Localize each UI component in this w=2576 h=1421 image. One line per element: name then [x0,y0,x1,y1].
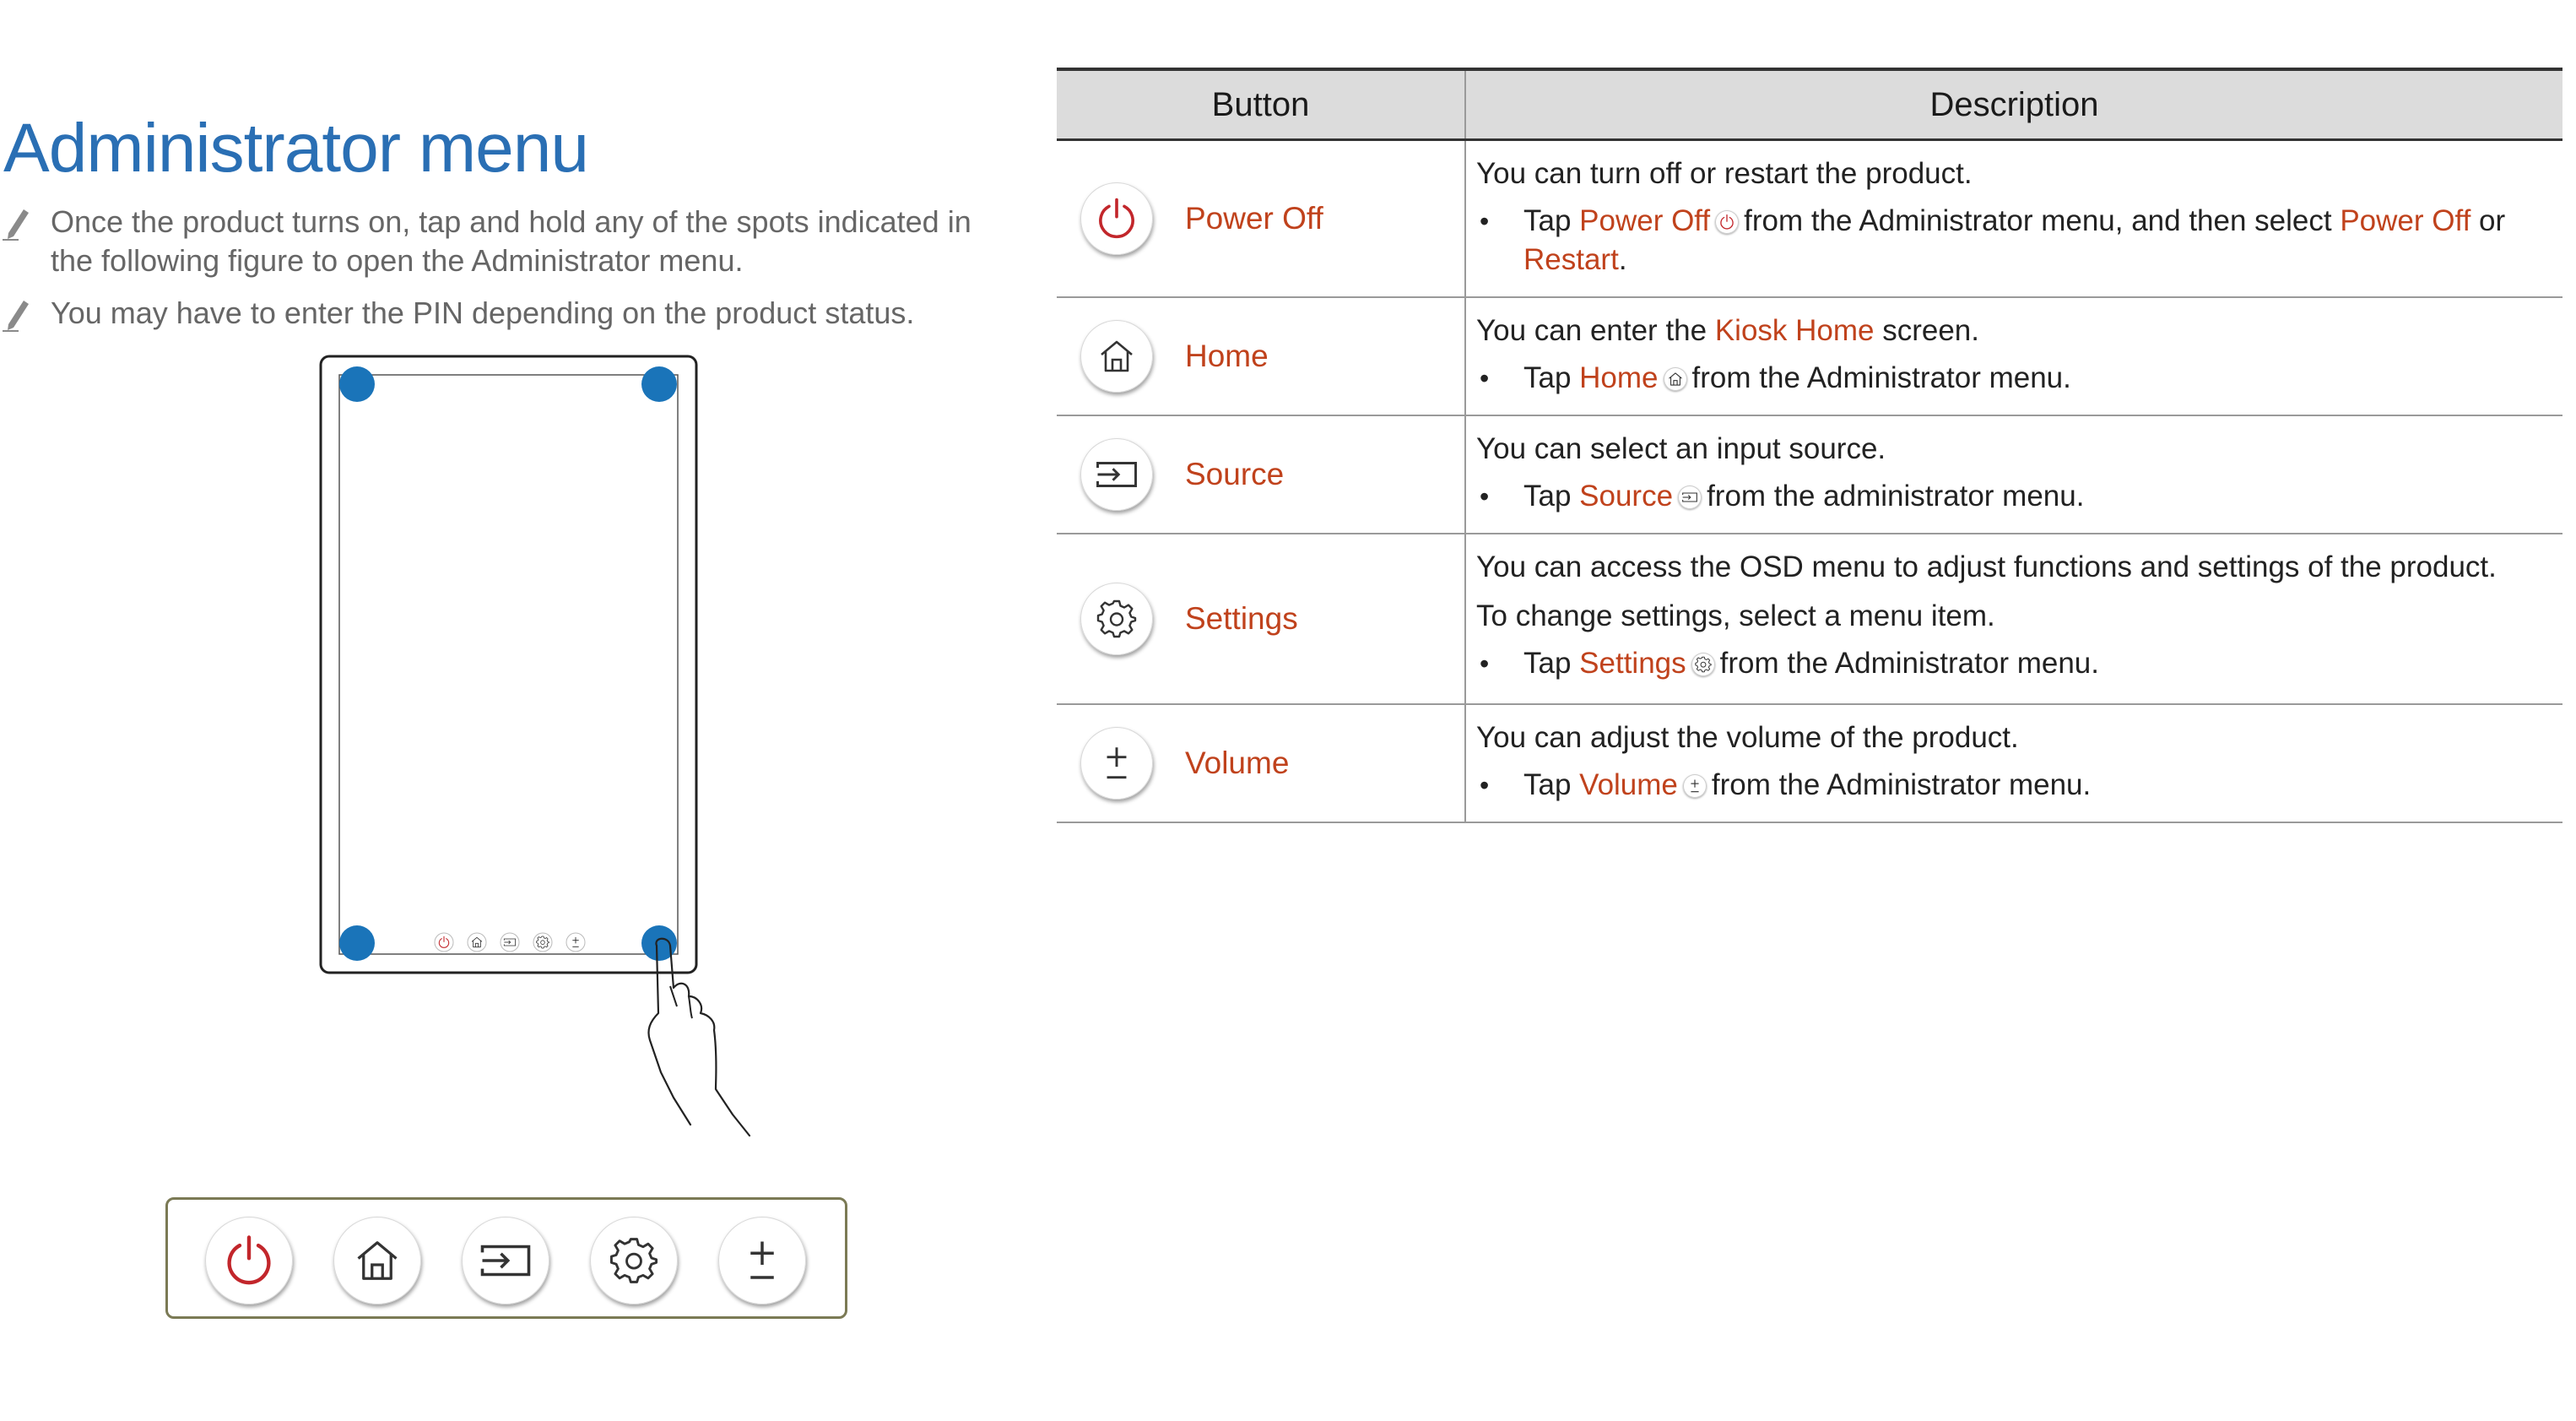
button-table [1057,68,2562,823]
touch-spot-top-right [641,366,677,402]
admin-menu-bar [165,1197,847,1319]
instruction: • Tap Settings from the Administrator menu. [1476,639,2554,683]
power-button[interactable] [1080,182,1153,255]
volume-button[interactable] [718,1217,806,1304]
source-icon [1678,485,1702,509]
instruction: • Tap Source from the administrator menu. [1476,472,2554,516]
device-frame [321,356,696,973]
touch-spot-top-left [339,366,375,402]
source-button[interactable] [462,1217,549,1304]
home-icon [352,1235,403,1286]
description-text: You can access the OSD menu to adjust functions and settings of the product. [1476,550,2497,583]
power-icon [1094,196,1139,241]
table-row [1057,704,2562,822]
volume-icon [737,1235,787,1286]
source-icon [1094,452,1139,497]
settings-icon [1096,599,1137,639]
power-button[interactable] [205,1217,293,1304]
table-row [1057,534,2562,704]
home-button[interactable] [1080,320,1153,393]
power-icon [1715,210,1739,234]
button-label: Home [1185,338,1269,373]
table-row [1057,415,2562,534]
table-row [1057,140,2562,297]
description-text: You can select an input source. [1476,431,1886,465]
description-text: You can turn off or restart the product. [1476,157,1973,190]
volume-button[interactable] [1080,727,1153,800]
settings-icon [609,1236,658,1285]
note-2 [0,294,979,333]
button-label: Settings [1185,600,1298,636]
instruction: • Tap Home from the Administrator menu. [1476,354,2554,398]
pencil-icon [0,204,34,241]
instruction: • Tap Volume from the Administrator menu. [1476,761,2554,805]
settings-icon [1691,653,1715,676]
source-button[interactable] [1080,438,1153,511]
description-text: To change settings, select a menu item. [1476,599,1995,632]
touch-spot-bottom-left [339,925,375,961]
table-row [1057,297,2562,415]
pencil-icon [0,296,34,333]
home-icon [1664,367,1687,391]
description-text: You can enter the Kiosk Home screen. [1476,313,1979,347]
button-label: Power Off [1185,200,1323,236]
settings-button[interactable] [590,1217,678,1304]
button-label: Source [1185,456,1285,491]
note-text: You may have to enter the PIN depending on the product status. [51,296,915,330]
volume-icon [1683,774,1707,798]
device-figure [319,355,792,1182]
power-icon [221,1233,277,1288]
description-text: You can adjust the volume of the product. [1476,720,2019,754]
col-header-button: Button [1057,69,1465,140]
note-text: Once the product turns on, tap and hold any of the spots indicated in the following figure to open the Administrator menu. [51,204,971,278]
page-title: Administrator menu [3,109,588,187]
home-icon [1096,336,1137,377]
volume-icon [1096,742,1138,784]
home-button[interactable] [333,1217,421,1304]
button-label: Volume [1185,745,1290,780]
settings-button[interactable] [1080,583,1153,655]
col-header-description: Description [1465,69,2562,140]
instruction: • Tap Power Off from the Administrator menu, and then select Power Off or Restart. [1476,197,2554,279]
note-1 [0,203,979,280]
source-icon [478,1233,533,1288]
